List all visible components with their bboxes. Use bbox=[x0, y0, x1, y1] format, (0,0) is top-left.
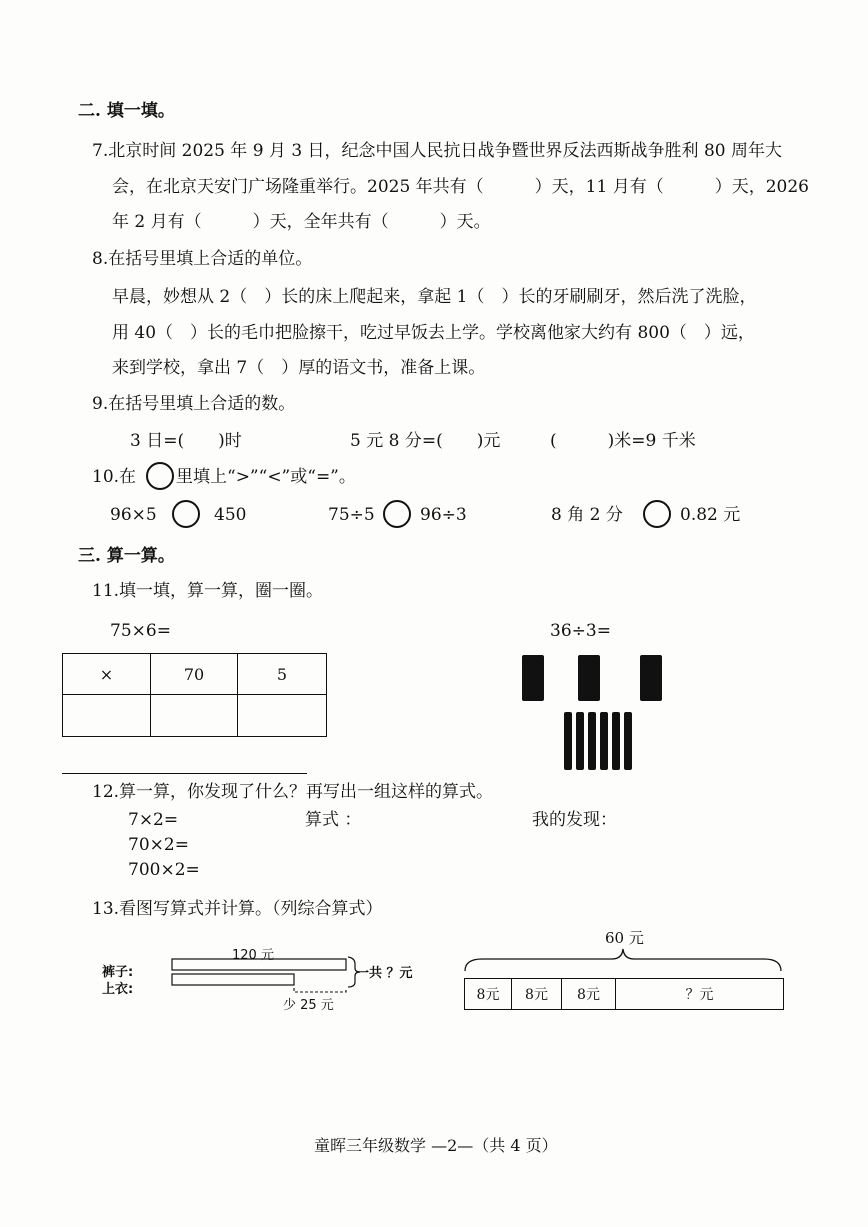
multiplication-table bbox=[62, 653, 327, 737]
q12-title: 12.算一算，你发现了什么？再写出一组这样的算式。 bbox=[92, 782, 494, 802]
q8-line3: 来到学校，拿出 7（ ）厚的语文书，准备上课。 bbox=[112, 358, 486, 378]
q10-item3-left: 8 角 2 分 bbox=[551, 505, 623, 525]
q10-item3-right: 0.82 元 bbox=[680, 505, 741, 525]
q10-item2-left: 75÷5 bbox=[328, 505, 375, 525]
q7-line2: 会，在北京天安门广场隆重举行。2025 年共有（ ）天，11 月有（ ）天，2026 bbox=[112, 177, 809, 197]
single-stick-icon bbox=[576, 712, 584, 770]
q13-title: 13.看图写算式并计算。（列综合算式） bbox=[92, 899, 383, 919]
q11-expr2: 36÷3= bbox=[550, 621, 611, 641]
single-stick-icon bbox=[612, 712, 620, 770]
table-answer-cell[interactable] bbox=[151, 695, 237, 736]
q12-expr-1: 7×2= bbox=[128, 810, 179, 830]
single-stick-icon bbox=[600, 712, 608, 770]
table-answer-cell[interactable] bbox=[238, 695, 326, 736]
bar-cell-unknown: ？元 bbox=[685, 987, 714, 1003]
q7-line3: 年 2 月有（ ）天，全年共有（ ）天。 bbox=[112, 212, 491, 232]
bar-cell: 8元 bbox=[476, 987, 500, 1003]
q9-item-c: ( )米=9 千米 bbox=[550, 431, 696, 451]
single-stick-icon bbox=[588, 712, 596, 770]
q10-item1-left: 96×5 bbox=[110, 505, 157, 525]
q9-item-a: 3 日=( )时 bbox=[130, 431, 242, 451]
single-stick-icon bbox=[624, 712, 632, 770]
price-bar bbox=[464, 978, 784, 1010]
q10-answer-circle-1[interactable] bbox=[172, 500, 200, 528]
q8-line2: 用 40（ ）长的毛巾把脸擦干，吃过早饭去上学。学校离他家大约有 800（ ）远， bbox=[112, 323, 755, 343]
section-2-title: 二. 填一填。 bbox=[78, 101, 175, 121]
separator-line bbox=[62, 773, 307, 774]
top-value-label: 120 元 bbox=[232, 948, 274, 963]
line-segment-diagram bbox=[150, 952, 370, 1004]
single-stick-icon bbox=[564, 712, 572, 770]
section-3-title: 三. 算一算。 bbox=[78, 546, 175, 566]
coat-label: 上衣: bbox=[102, 982, 134, 997]
stick-bundle-icon bbox=[640, 655, 662, 701]
q8-title: 8.在括号里填上合适的单位。 bbox=[92, 249, 313, 269]
compare-circle-icon bbox=[146, 462, 174, 490]
q10-title-start: 10.在 bbox=[92, 467, 137, 487]
bar-cell: 8元 bbox=[525, 987, 548, 1003]
table-header-5: 5 bbox=[276, 664, 288, 684]
stick-bundle-icon bbox=[578, 655, 600, 701]
total-label: 一共 ？元 bbox=[356, 966, 413, 981]
q10-title-end: 里填上“>”“<”或“=”。 bbox=[176, 467, 356, 487]
q11-title: 11.填一填，算一算，圈一圈。 bbox=[92, 581, 324, 601]
table-header-times: × bbox=[99, 664, 114, 684]
page-footer: 童晖三年级数学 —2—（共 4 页） bbox=[314, 1136, 558, 1155]
total-60-label: 60 元 bbox=[605, 929, 644, 947]
q10-answer-circle-2[interactable] bbox=[383, 500, 411, 528]
table-header-70: 70 bbox=[183, 664, 205, 684]
stick-bundle-icon bbox=[522, 655, 544, 701]
less-label: 少 25 元 bbox=[283, 998, 334, 1013]
q9-item-b: 5 元 8 分=( )元 bbox=[350, 431, 501, 451]
q12-expr-2: 70×2= bbox=[128, 835, 189, 855]
bar-cell: 8元 bbox=[577, 987, 600, 1003]
q11-expr1: 75×6= bbox=[110, 621, 171, 641]
q12-formula-label: 算式 ： bbox=[305, 810, 362, 830]
q9-title: 9.在括号里填上合适的数。 bbox=[92, 394, 296, 414]
q10-item1-right: 450 bbox=[214, 505, 247, 525]
q10-item2-right: 96÷3 bbox=[420, 505, 467, 525]
total-brace bbox=[462, 947, 784, 975]
q10-answer-circle-3[interactable] bbox=[643, 500, 671, 528]
table-answer-cell[interactable] bbox=[63, 695, 150, 736]
q12-expr-3: 700×2= bbox=[128, 860, 200, 880]
q8-line1: 早晨，妙想从 2（ ）长的床上爬起来，拿起 1（ ）长的牙刷刷牙，然后洗了洗脸， bbox=[112, 287, 757, 307]
q7-line1: 7.北京时间 2025 年 9 月 3 日，纪念中国人民抗日战争暨世界反法西斯战争胜利 80 周年大 bbox=[92, 141, 782, 161]
pants-label: 裤子: bbox=[102, 965, 134, 980]
q12-finding-label: 我的发现： bbox=[532, 810, 617, 830]
